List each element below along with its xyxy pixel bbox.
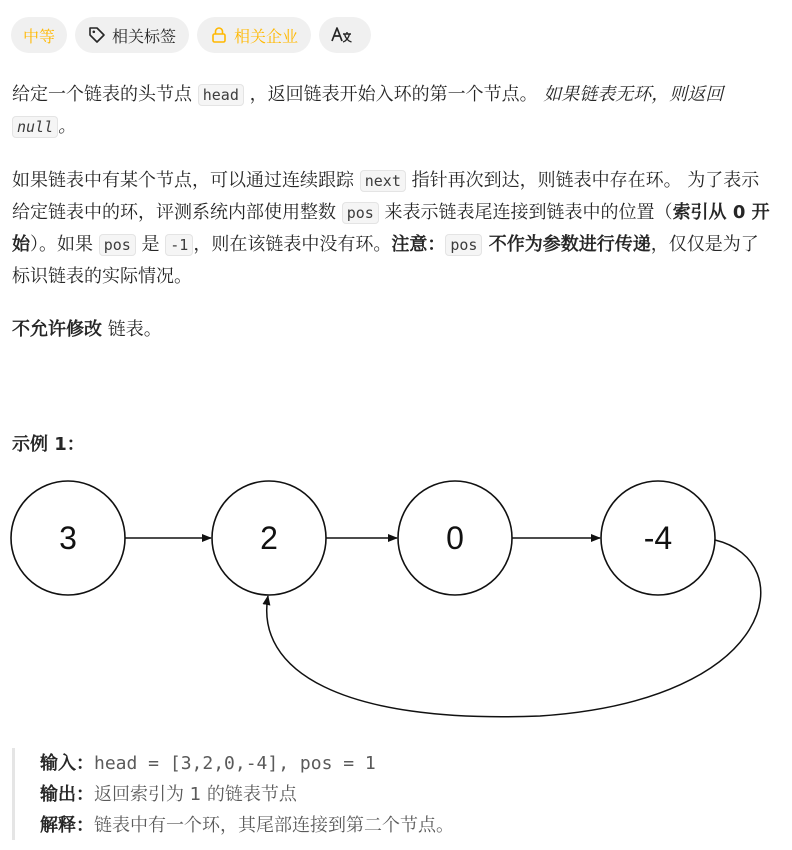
translate-icon (331, 26, 353, 44)
explanation-row (40, 810, 772, 841)
difficulty-badge[interactable] (11, 17, 67, 53)
node-0 (11, 481, 125, 595)
input-value: head = [3,2,0,-4], pos = 1 (94, 753, 376, 774)
text: ，返回链表开始入环的第一个节点。 (243, 84, 544, 105)
bold-text: 索引从 0 开始 (12, 202, 770, 255)
node-2-value: 0 (446, 520, 464, 556)
description-paragraph-3 (12, 314, 772, 345)
output-row (40, 779, 772, 810)
inline-code: head (198, 84, 244, 106)
text: 如果链表中有某个节点，可以通过连续跟踪 (12, 170, 360, 191)
related-companies-button[interactable] (197, 17, 311, 53)
related-tags-label: 相关标签 (112, 26, 177, 46)
related-companies-label: 相关企业 (234, 26, 299, 46)
inline-code: pos (342, 202, 379, 224)
description-paragraph-2 (12, 165, 772, 292)
lock-icon (210, 26, 228, 44)
text: ）。如果 (30, 234, 99, 255)
node-0-value: 3 (59, 520, 77, 556)
tag-bar (11, 17, 371, 53)
tag-icon (88, 26, 106, 44)
example-1-title: 示例 1： (12, 434, 85, 455)
inline-code: pos (445, 234, 482, 256)
text: 指针再次到达，则链表中存在环。 为了表示给定链表中的环，评测系统内部使用整数 (12, 170, 760, 223)
node-1 (212, 481, 326, 595)
inline-code: -1 (165, 234, 193, 256)
translate-button[interactable] (319, 17, 371, 53)
example-1-io-block (12, 748, 772, 840)
node-3-value: -4 (643, 520, 673, 556)
text: ，则在该链表中没有环。 (193, 234, 392, 255)
text: 是 (135, 234, 166, 255)
explanation-value: 链表中有一个环，其尾部连接到第二个节点。 (94, 815, 454, 836)
inline-code: pos (99, 234, 136, 256)
difficulty-label: 中等 (23, 26, 56, 46)
bold-text: 不允许修改 (12, 319, 102, 340)
text: 给定一个链表的头节点 (12, 84, 198, 105)
input-label: 输入： (40, 753, 94, 774)
description-paragraph-1 (12, 79, 772, 143)
node-2 (398, 481, 512, 595)
text: ，仅仅是为了标识链表的实际情况。 (12, 234, 759, 287)
linked-list-cycle-diagram (0, 470, 792, 730)
bold-text: 不作为参数进行传递 (482, 234, 651, 255)
output-label: 输出： (40, 784, 94, 805)
text: 链表。 (102, 319, 162, 340)
node-3 (601, 481, 715, 595)
bold-text: 注意： (391, 234, 446, 255)
node-1-value: 2 (260, 520, 278, 556)
inline-code: next (360, 170, 406, 192)
text: 来表示链表尾连接到链表中的位置（ (378, 202, 673, 223)
explanation-label: 解释： (40, 815, 94, 836)
related-tags-button[interactable] (75, 17, 189, 53)
output-value: 返回索引为 1 的链表节点 (94, 784, 297, 805)
italic-text: 。 (58, 116, 77, 137)
italic-text: 如果链表无环，则返回 (543, 84, 724, 105)
input-row (40, 748, 772, 779)
inline-code: null (12, 116, 58, 138)
